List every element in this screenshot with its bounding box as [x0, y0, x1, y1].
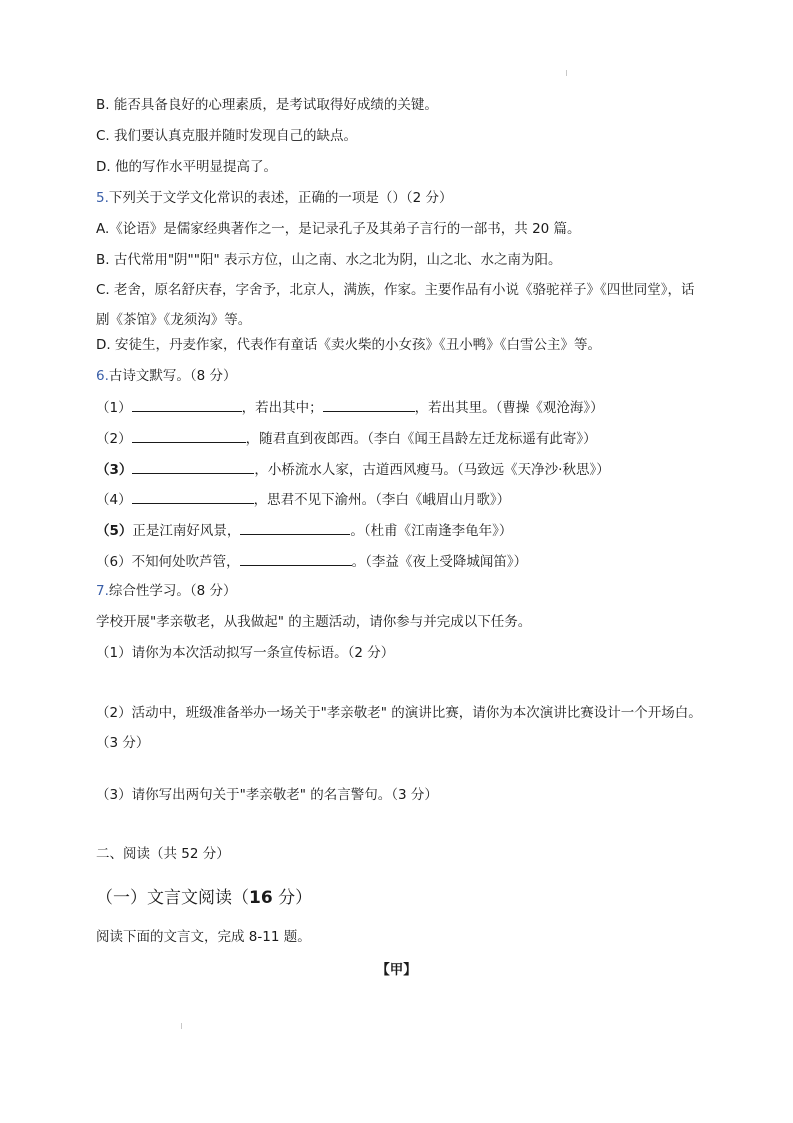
- q5-option-a: A.《论语》是儒家经典著作之一，是记录孔子及其弟子言行的一部书，共 20 篇。: [96, 221, 581, 237]
- question-6-heading: [96, 367, 237, 385]
- q5-option-b: B. 古代常用"阴""阳" 表示方位，山之南、水之北为阴，山之北、水之南为阳。: [96, 252, 562, 268]
- question-number: 6.: [96, 368, 109, 384]
- q6-item-6: [96, 552, 527, 571]
- item-text: ，思君不见下渝州。（李白《峨眉山月歌》）: [253, 492, 511, 508]
- passage-label-jia: 【甲】: [376, 962, 417, 978]
- question-7-heading: [96, 582, 237, 600]
- item-text: ，若出其中；: [241, 400, 323, 416]
- item-label: （5）: [96, 523, 133, 539]
- q5-option-d: D. 安徒生，丹麦作家，代表作有童话《卖火柴的小女孩》《丑小鸭》《白雪公主》等。: [96, 337, 601, 353]
- option-b-text: B. 能否具备良好的心理素质，是考试取得好成绩的关键。: [96, 97, 438, 113]
- item-text: ，随君直到夜郎西。（李白《闻王昌龄左迁龙标遥有此寄》）: [245, 431, 597, 447]
- answer-blank[interactable]: [132, 490, 254, 504]
- question-5-heading: [96, 189, 453, 207]
- q6-item-1: [96, 398, 604, 417]
- answer-blank[interactable]: [132, 460, 254, 474]
- item-label: （2）: [96, 431, 132, 447]
- q6-item-5: [96, 521, 512, 540]
- question-text: 古诗文默写。（8 分）: [108, 368, 237, 384]
- q7-task-2: （2）活动中，班级准备举办一场关于"孝亲敬老" 的演讲比赛，请你为本次演讲比赛设计一个开场白。（3 分）: [96, 705, 702, 751]
- question-number: 7.: [96, 583, 109, 599]
- option-c-text: C. 我们要认真克服并随时发现自己的缺点。: [96, 128, 358, 144]
- item-label: （4）: [96, 492, 132, 508]
- q5-option-c: C. 老舍，原名舒庆春，字舍予，北京人，满族，作家。主要作品有小说《骆驼祥子》《四世同堂》，话剧《茶馆》《龙须沟》等。: [96, 282, 695, 328]
- item-label: （3）: [96, 462, 133, 478]
- q7-task-1: （1）请你为本次活动拟写一条宣传标语。（2 分）: [96, 645, 395, 661]
- item-text: 。（李益《夜上受降城闻笛》）: [351, 554, 528, 570]
- answer-blank[interactable]: [132, 429, 246, 443]
- answer-blank[interactable]: [240, 521, 350, 535]
- q6-item-3: [96, 460, 610, 479]
- item-label: （6）: [96, 554, 132, 570]
- section-2-heading: 二、阅读（共 52 分）: [96, 846, 230, 862]
- question-text: 综合性学习。（8 分）: [108, 583, 237, 599]
- subsection-score: 16: [249, 888, 273, 908]
- subsection-heading: [96, 886, 312, 910]
- reading-instructions: 阅读下面的文言文，完成 8-11 题。: [96, 929, 311, 945]
- answer-blank[interactable]: [323, 398, 415, 412]
- answer-blank[interactable]: [132, 398, 242, 412]
- question-text: 下列关于文学文化常识的表述，正确的一项是（）（2 分）: [108, 190, 453, 206]
- q7-intro: 学校开展"孝亲敬老，从我做起" 的主题活动，请你参与并完成以下任务。: [96, 614, 532, 630]
- q6-item-2: [96, 429, 597, 448]
- item-text: 。（杜甫《江南逢李龟年》）: [350, 523, 513, 539]
- item-text: ，小桥流水人家，古道西风瘦马。（马致远《天净沙·秋思》）: [254, 462, 610, 478]
- option-d-text: D. 他的写作水平明显提高了。: [96, 159, 277, 175]
- question-number: 5.: [96, 190, 109, 206]
- item-text: 正是江南好风景，: [132, 523, 241, 539]
- subsection-unit: 分）: [272, 888, 313, 908]
- item-text: ，若出其里。（曹操《观沧海》）: [414, 400, 604, 416]
- scan-mark-top: [566, 70, 567, 76]
- scan-mark-bottom: [181, 1023, 182, 1029]
- item-text: 不知何处吹芦管，: [131, 554, 240, 570]
- q7-task-3: （3）请你写出两句关于"孝亲敬老" 的名言警句。（3 分）: [96, 787, 438, 803]
- subsection-title: （一）文言文阅读（: [96, 888, 249, 908]
- answer-blank[interactable]: [240, 552, 352, 566]
- item-label: （1）: [96, 400, 132, 416]
- q6-item-4: [96, 490, 510, 509]
